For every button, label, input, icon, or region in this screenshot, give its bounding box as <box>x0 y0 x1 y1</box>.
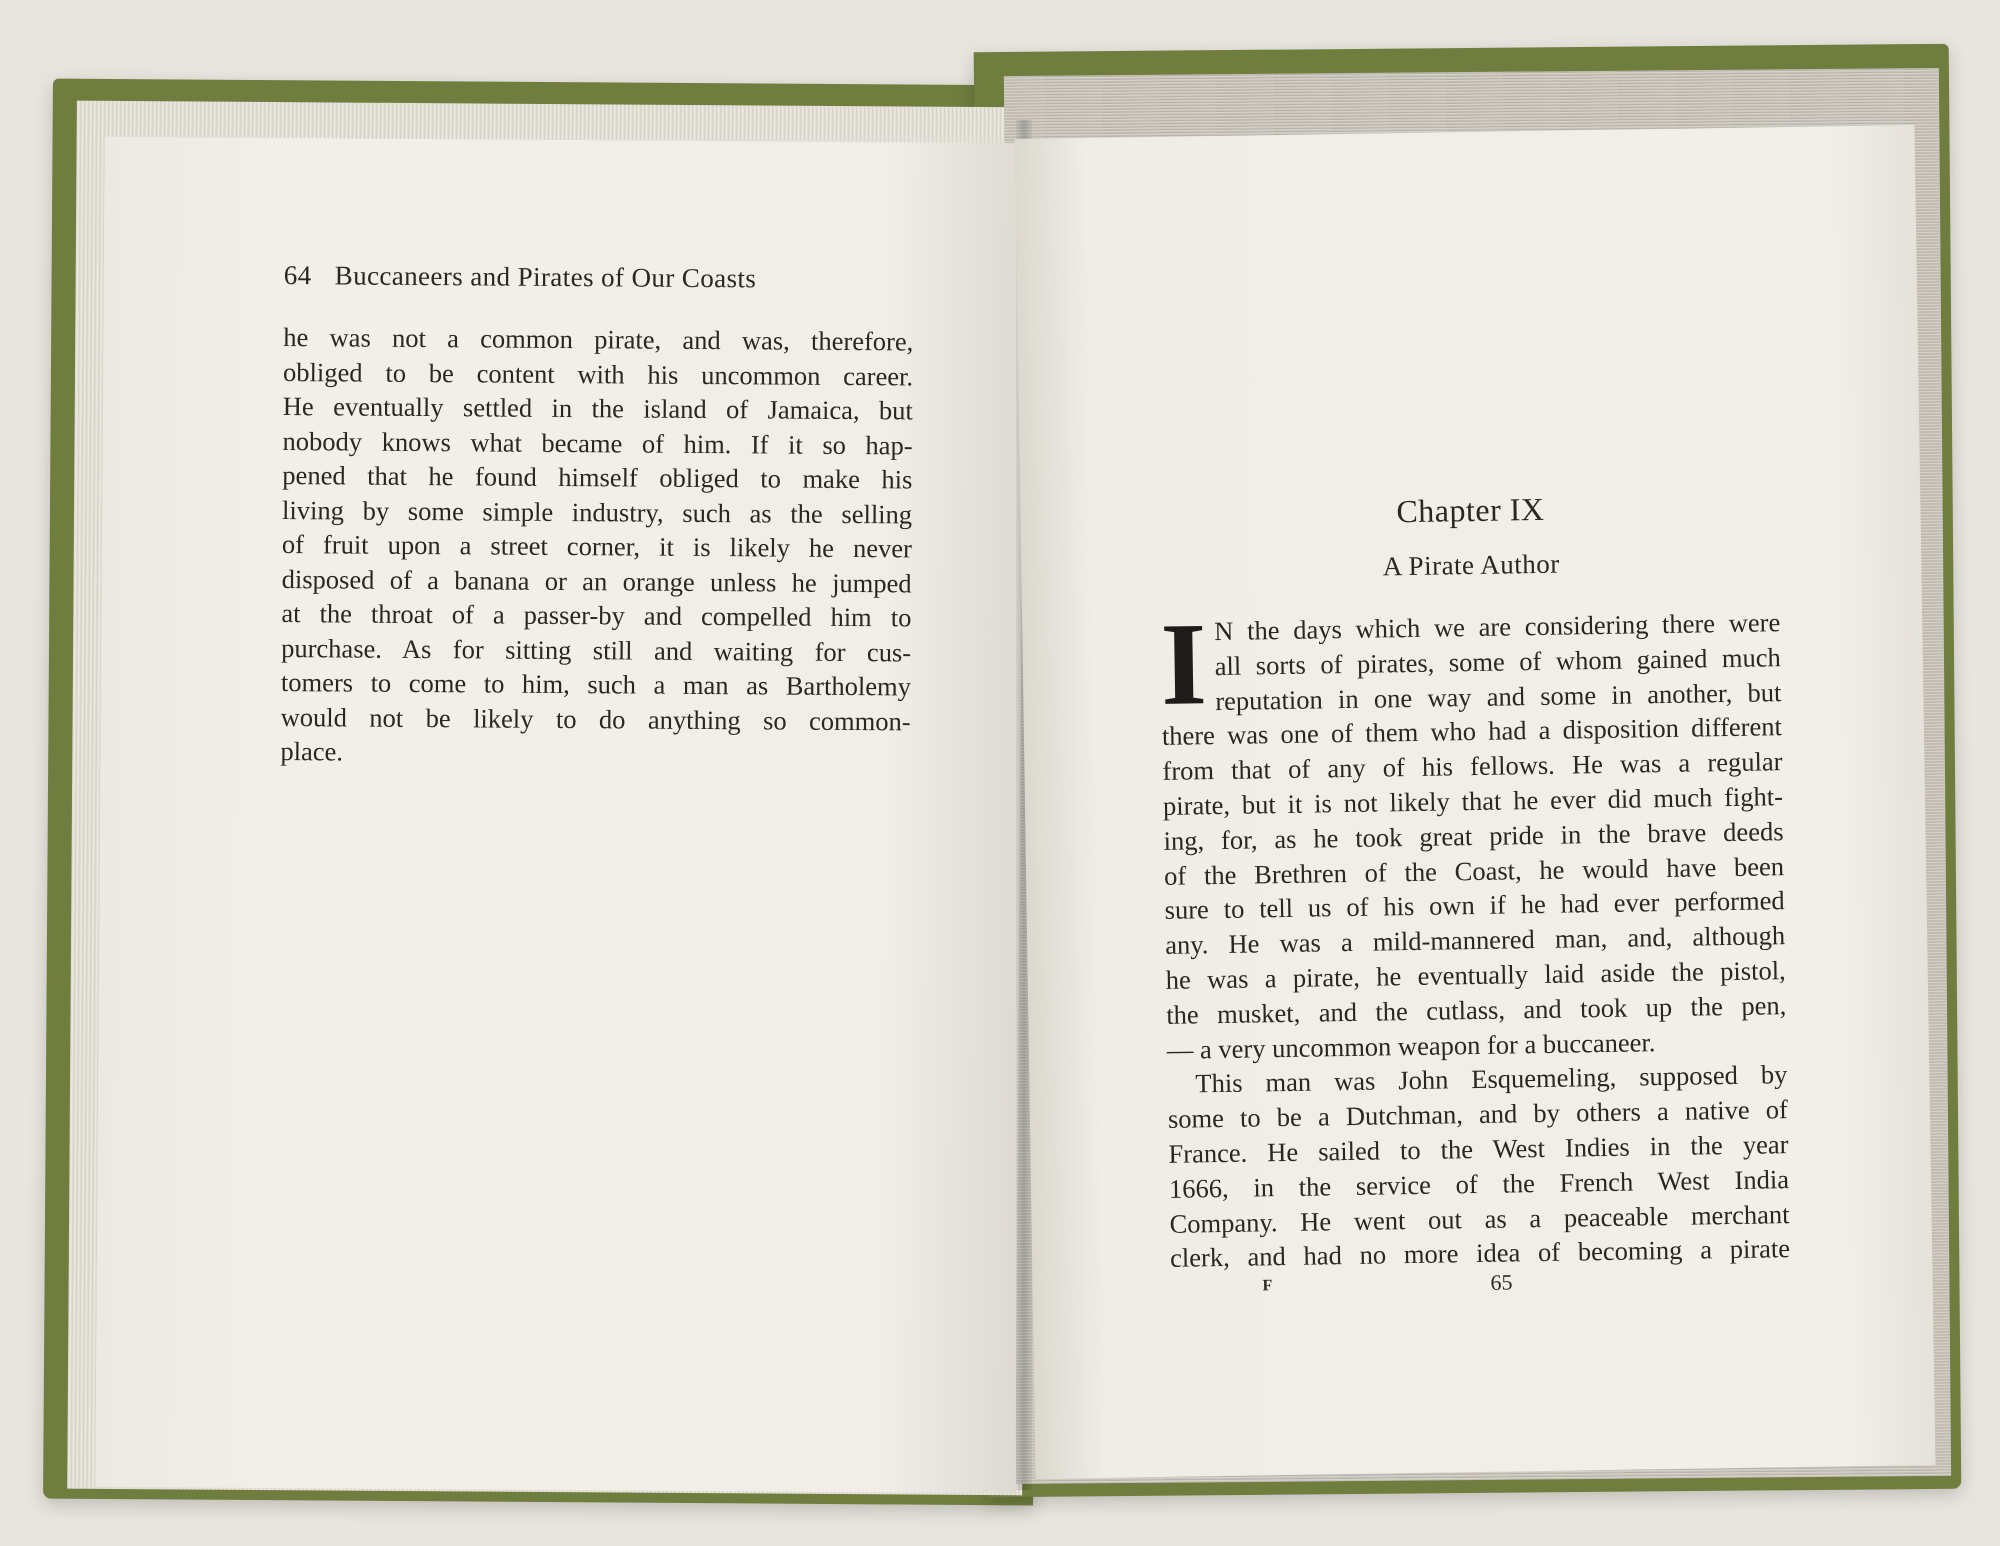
text-line: of fruit upon a street corner, it is likely he never <box>281 529 912 564</box>
text-line: purchase. As for sitting still and waiting for cus- <box>281 632 912 667</box>
drop-cap: I <box>1159 598 1208 730</box>
text-line: all sorts of pirates, some of whom gained much <box>1214 641 1781 681</box>
text-line: pened that he found himself obliged to make his <box>282 460 913 495</box>
text-line: reputation in one way and some in another, but <box>1215 676 1782 716</box>
text-line: some to be a Dutchman, and by others a native of <box>1167 1094 1789 1135</box>
text-line: of the Brethren of the Coast, he would have been <box>1163 850 1785 891</box>
right-page-number: 65 <box>1490 1269 1513 1295</box>
text-line: he was a pirate, he eventually laid aside the pistol, <box>1165 955 1786 995</box>
left-page-number: 64 <box>283 260 312 291</box>
text-line: living by some simple industry, such as the selling <box>282 494 913 529</box>
text-line: 1666, in the service of the French West India <box>1168 1163 1790 1204</box>
text-line: at the throat of a passer-by and compelled him to <box>281 598 912 633</box>
text-line: ing, for, as he took great pride in the brave deeds <box>1163 815 1784 856</box>
text-line: obliged to be content with his uncommon career. <box>282 356 914 391</box>
text-line: N the days which we are considering there were <box>1213 607 1781 647</box>
chapter-subtitle: A Pirate Author <box>1382 548 1561 582</box>
running-head-title: Buccaneers and Pirates of Our Coasts <box>334 260 757 294</box>
left-page <box>95 137 1024 1493</box>
text-line: tomers to come to him, such a man as Bartholemy <box>280 667 912 702</box>
text-line: there was one of them who had a disposition different <box>1161 711 1783 752</box>
text-line: from that of any of his fellows. He was a regular <box>1162 746 1783 787</box>
chapter-title: Chapter IX <box>1396 490 1545 530</box>
signature-mark: F <box>1262 1277 1273 1295</box>
text-line: he was not a common pirate, and was, therefore, <box>283 322 914 357</box>
left-page-body <box>280 320 913 773</box>
text-line: He eventually settled in the island of Jamaica, but <box>282 391 913 426</box>
text-line: nobody knows what became of him. If it so hap- <box>282 425 913 460</box>
right-page-body <box>1159 598 1791 1276</box>
text-line: — a very uncommon weapon for a buccaneer. <box>1166 1026 1656 1065</box>
text-line: the musket, and the cutlass, and took up the pen, <box>1166 989 1787 1030</box>
right-page <box>1015 125 1936 1479</box>
text-line: France. He sailed to the West Indies in the year <box>1168 1129 1789 1169</box>
text-line: disposed of a banana or an orange unless he jumped <box>281 563 912 598</box>
text-line: would not be likely to do anything so common- <box>280 701 911 736</box>
text-line: any. He was a mild-mannered man, and, although <box>1164 920 1786 961</box>
running-head <box>284 260 757 294</box>
text-line: Company. He went out as a peaceable merchant <box>1169 1198 1790 1239</box>
text-line: place. <box>280 736 344 767</box>
text-line: clerk, and had no more idea of becoming a pirate <box>1169 1233 1791 1274</box>
text-line: pirate, but it is not likely that he ever did much fight- <box>1162 781 1784 821</box>
text-line: sure to tell us of his own if he had ever performed <box>1164 885 1785 926</box>
text-line-content: This man was John Esquemeling, supposed by <box>1195 1059 1788 1099</box>
